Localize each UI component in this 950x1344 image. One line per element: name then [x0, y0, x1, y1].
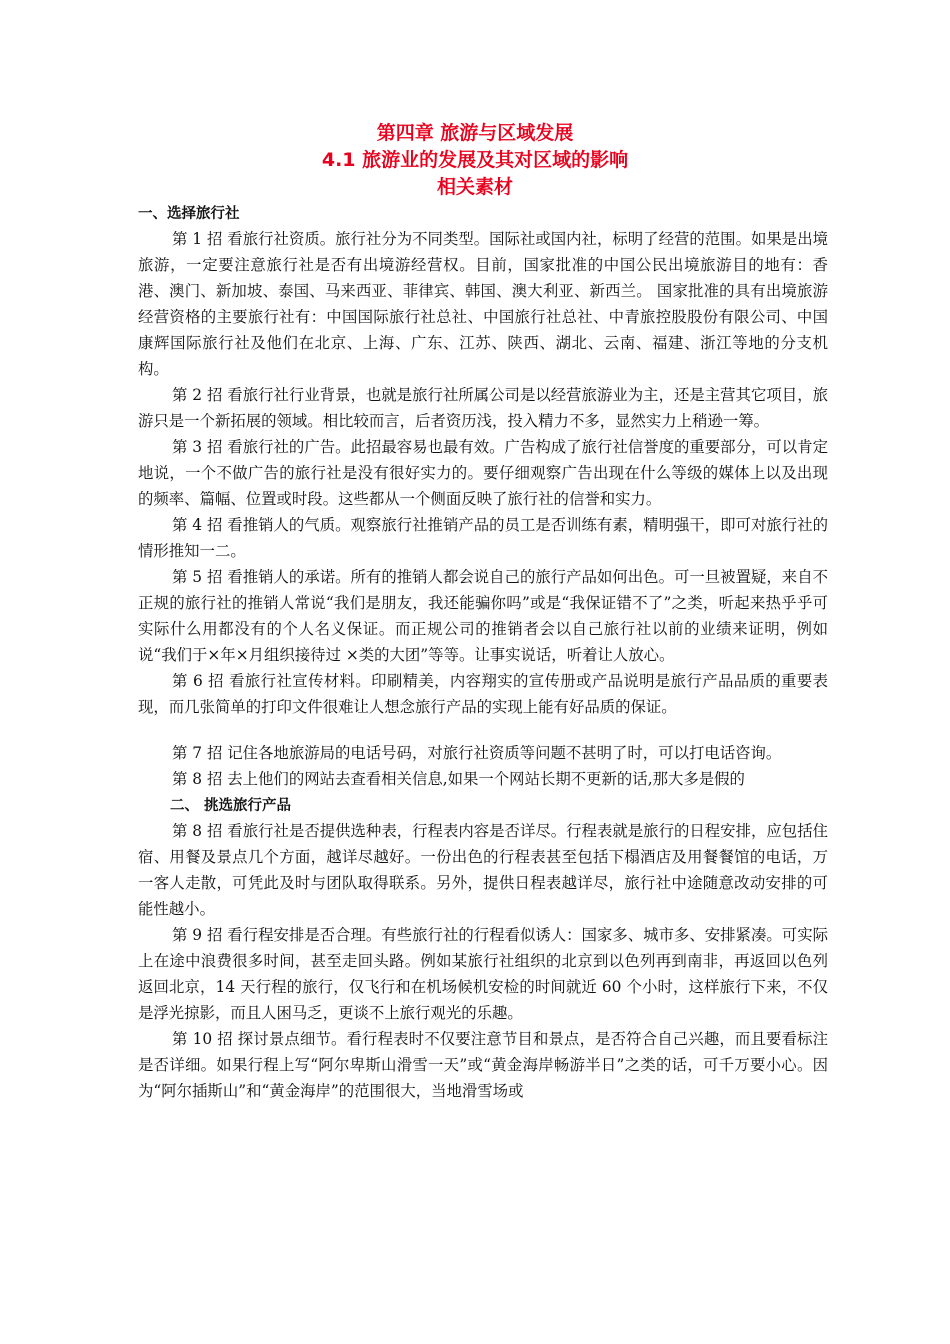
paragraph: 第 6 招 看旅行社宣传材料。印刷精美，内容翔实的宣传册或产品说明是旅行产品品质的重要表现，而几张简单的打印文件很难让人想念旅行产品的实现上能有好品质的保证。 [138, 672, 828, 716]
section-title: 4.1 旅游业的发展及其对区域的影响 [321, 149, 629, 171]
paragraph: 第 2 招 看旅行社行业背景，也就是旅行社所属公司是以经营旅游业为主，还是主营其它项目，旅游只是一个新拓展的领域。相比较而言，后者资历浅，投入精力不多，显然实力上稍逊一筹。 [138, 386, 828, 430]
paragraph: 第 1 招 看旅行社资质。旅行社分为不同类型。国际社或国内社，标明了经营的范围。如果是出境旅游，一定要注意旅行社是否有出境游经营权。目前，国家批准的中国公民出境旅游目的地有：香港、澳门、新加坡、泰国、马来西亚、菲律宾、韩国、澳大利亚、新西兰。 国家批准的具有出境旅游经营资格的主要旅行社有：中国国际旅行社总社、中国旅行社总社、中青旅控股股份有限公司、中国康辉国际旅行社及他们在北京、上海、广东、江苏、陕西、湖北、云南、福建、浙江等地的分支机构。 [138, 230, 828, 378]
paragraph: 第 4 招 看推销人的气质。观察旅行社推销产品的员工是否训练有素，精明强干，即可对旅行社的情形推知一二。 [138, 516, 828, 560]
paragraph: 第 10 招 探讨景点细节。看行程表时不仅要注意节目和景点，是否符合自己兴趣，而且要看标注是否详细。如果行程上写“阿尔卑斯山滑雪一天”或“黄金海岸畅游半日”之类的话，可千万要小心。因为“阿尔插斯山”和“黄金海岸”的范围很大，当地滑雪场或 [138, 1030, 828, 1100]
title-block [0, 120, 950, 201]
section-heading-1: 一、选择旅行社 [138, 206, 240, 222]
paragraph: 第 8 招 看旅行社是否提供选种表，行程表内容是否详尽。行程表就是旅行的日程安排，应包括住宿、用餐及景点几个方面，越详尽越好。一份出色的行程表甚至包括下榻酒店及用餐餐馆的电话，万一客人走散，可凭此及时与团队取得联系。另外，提供日程表越详尽，旅行社中途随意改动安排的可能性越小。 [138, 822, 828, 918]
subtitle: 相关素材 [436, 176, 513, 198]
paragraph: 第 3 招 看旅行社的广告。此招最容易也最有效。广告构成了旅行社信誉度的重要部分，可以肯定地说，一个不做广告的旅行社是没有很好实力的。要仔细观察广告出现在什么等级的媒体上以及出现的频率、篇幅、位置或时段。这些都从一个侧面反映了旅行社的信誉和实力。 [138, 438, 828, 508]
section-heading-2: 二、 挑选旅行产品 [170, 798, 292, 814]
paragraph: 第 5 招 看推销人的承诺。所有的推销人都会说自己的旅行产品如何出色。可一旦被置疑，来自不正规的旅行社的推销人常说“我们是朋友，我还能骗你吗”或是“我保证错不了”之类，听起来热乎乎可实际什么用都没有的个人名义保证。而正规公司的推销者会以自己旅行社以前的业绩来证明，例如说“我们于×年×月组织接待过 ×类的大团”等等。让事实说话，听着让人放心。 [138, 568, 828, 664]
paragraph: 第 9 招 看行程安排是否合理。有些旅行社的行程看似诱人：国家多、城市多、安排紧凑。可实际上在途中浪费很多时间，甚至走回头路。例如某旅行社组织的北京到以色列再到南非，再返回以色列返回北京，14 天行程的旅行，仅飞行和在机场候机安检的时间就近 60 个小时，这样旅行下来，不仅是浮光掠影，而且人困马乏，更谈不上旅行观光的乐趣。 [138, 926, 828, 1022]
paragraph: 第 8 招 去上他们的网站去查看相关信息,如果一个网站长期不更新的话,那大多是假的 [172, 770, 745, 788]
document-body [138, 202, 828, 1104]
chapter-title: 第四章 旅游与区域发展 [376, 122, 574, 144]
paragraph-gap [138, 720, 828, 740]
paragraph: 第 7 招 记住各地旅游局的电话号码，对旅行社资质等问题不甚明了时，可以打电话咨询。 [172, 744, 782, 762]
